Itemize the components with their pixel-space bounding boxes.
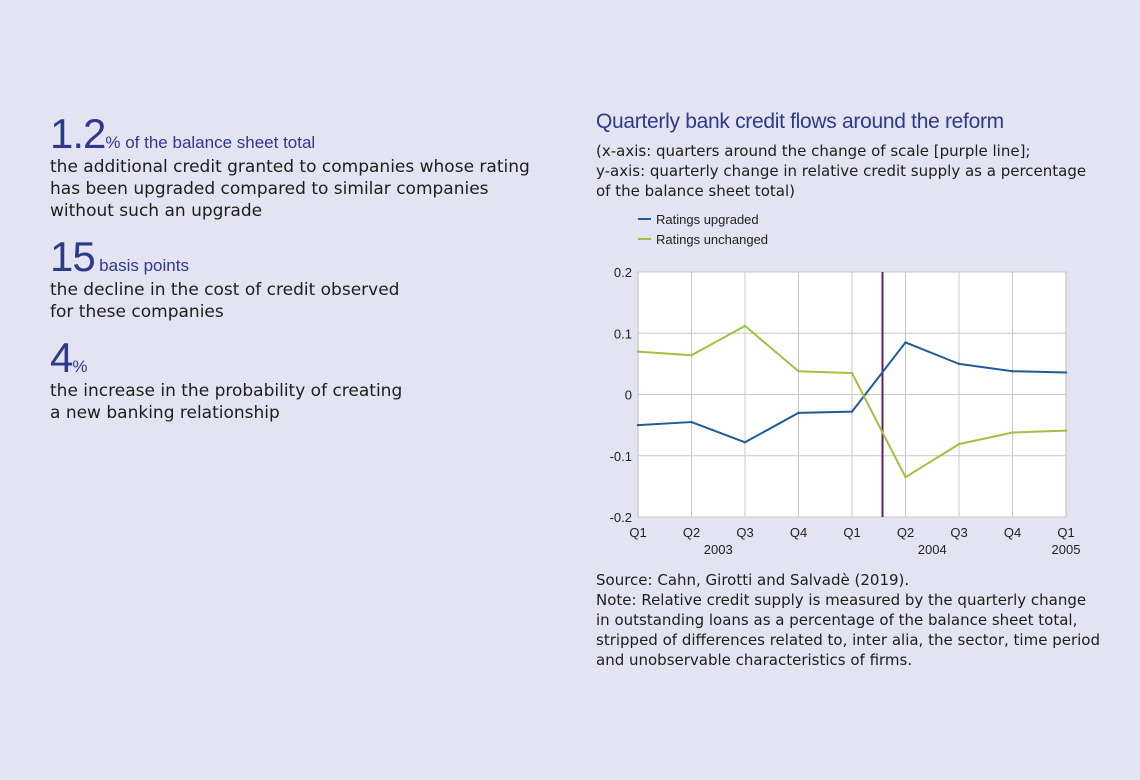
data-point: [958, 443, 960, 445]
x-tick-label: Q3: [950, 525, 968, 540]
data-point: [797, 412, 799, 414]
year-label: 2004: [917, 542, 947, 557]
stat-value: 1.2: [50, 110, 106, 157]
chart-subtitle-line: y-axis: quarterly change in relative credit supply as a percentage: [596, 162, 1087, 180]
line-chart: [596, 200, 1096, 565]
note-line: stripped of differences related to, inter alia, the sector, time period: [596, 631, 1100, 649]
note-line: Note: Relative credit supply is measured by the quarterly change: [596, 591, 1087, 609]
chart-title: Quarterly bank credit flows around the reform: [596, 110, 1004, 133]
chart-subtitle: [596, 141, 1116, 201]
stat-relationship: [50, 334, 550, 424]
x-tick-label: Q1: [1057, 525, 1075, 540]
source-note: Source: Cahn, Girotti and Salvadè (2019).: [596, 571, 910, 589]
note-line: and unobservable characteristics of firms.: [596, 651, 913, 669]
data-point: [958, 363, 960, 365]
stat-description-line: the additional credit granted to companies whose rating: [50, 157, 530, 177]
data-point: [1011, 431, 1013, 433]
stat-description-line: without such an upgrade: [50, 201, 263, 221]
y-tick-label: 0: [624, 387, 632, 403]
x-tick-label: Q1: [843, 525, 861, 540]
stat-unit: %: [72, 357, 88, 376]
data-point: [744, 325, 746, 327]
year-label: 2005: [1051, 542, 1081, 557]
data-point: [1065, 429, 1067, 431]
x-tick-label: Q4: [1003, 525, 1022, 540]
chart-subtitle-line: (x-axis: quarters around the change of scale [purple line];: [596, 142, 1031, 160]
chart-subtitle-line: of the balance sheet total): [596, 182, 796, 200]
data-point: [637, 350, 639, 352]
y-tick-label: 0.2: [613, 265, 632, 280]
stat-description-line: for these companies: [50, 302, 224, 322]
data-point: [690, 354, 692, 356]
legend-label: Ratings upgraded: [656, 212, 759, 227]
x-tick-label: Q2: [682, 525, 701, 540]
stat-value: 4: [50, 334, 73, 381]
data-point: [797, 370, 799, 372]
chart-header: [596, 110, 1116, 201]
stat-description-line: has been upgraded compared to similar companies: [50, 179, 489, 199]
stat-value: 15: [50, 233, 95, 280]
stat-description: [50, 380, 550, 424]
stat-description: [50, 279, 550, 323]
data-point: [637, 424, 639, 426]
stat-description-line: the decline in the cost of credit observed: [50, 280, 400, 300]
stat-description-line: the increase in the probability of creating: [50, 381, 403, 401]
data-point: [1011, 370, 1013, 372]
x-tick-label: Q4: [789, 525, 808, 540]
data-point: [904, 341, 906, 343]
note-line: in outstanding loans as a percentage of the balance sheet total,: [596, 611, 1078, 629]
year-label: 2003: [703, 542, 733, 557]
stat-unit: basis points: [99, 256, 189, 275]
stat-credit: [50, 110, 550, 222]
data-point: [744, 441, 746, 443]
chart-footnote: [596, 570, 1106, 670]
y-tick-label: -0.1: [609, 448, 632, 464]
stat-unit: % of the balance sheet total: [105, 133, 316, 152]
stat-cost: [50, 233, 550, 323]
legend-label: Ratings unchanged: [656, 232, 769, 247]
stat-description: [50, 156, 550, 222]
data-point: [851, 410, 853, 412]
data-point: [851, 372, 853, 374]
x-tick-label: Q2: [896, 525, 915, 540]
key-figures: [50, 110, 550, 438]
data-point: [690, 421, 692, 423]
stat-description-line: a new banking relationship: [50, 403, 280, 423]
x-tick-label: Q1: [629, 525, 647, 540]
x-tick-label: Q3: [736, 525, 754, 540]
y-tick-label: -0.2: [609, 510, 632, 525]
data-point: [1065, 371, 1067, 373]
data-point: [904, 476, 906, 478]
y-tick-label: 0.1: [613, 326, 632, 342]
